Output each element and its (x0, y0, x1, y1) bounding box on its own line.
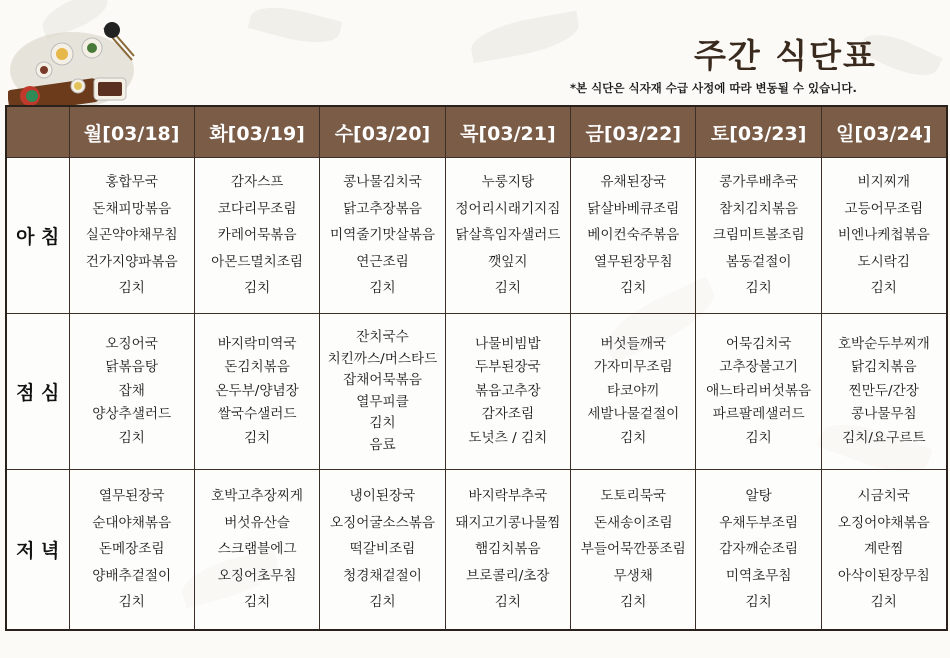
menu-item: 크림미트볼조림 (712, 227, 805, 244)
menu-cell (571, 314, 696, 470)
menu-item-list (696, 483, 820, 616)
menu-item: 김치 (745, 429, 772, 446)
meal-row-dinner (6, 470, 947, 630)
menu-item: 타코야끼 (606, 382, 660, 399)
menu-item: 참치김치볶음 (719, 200, 799, 217)
menu-cell (821, 158, 946, 314)
menu-item: 계란찜 (864, 541, 904, 557)
menu-item: 고등어무조림 (844, 200, 924, 217)
menu-item: 연근조림 (356, 253, 409, 270)
day-header-fri: 금[03/22] (571, 106, 696, 158)
menu-item: 호박순두부찌개 (837, 335, 930, 352)
menu-item: 떡갈비조림 (349, 541, 416, 557)
menu-item: 가자미무조림 (593, 359, 673, 376)
menu-item: 김치 (870, 594, 897, 610)
menu-item: 애느타리버섯볶음 (706, 382, 812, 399)
menu-item: 코다리무조림 (217, 200, 297, 217)
menu-item: 햄김치볶음 (475, 541, 541, 557)
menu-item: 아몬드멸치조림 (211, 253, 304, 270)
menu-cell (69, 470, 194, 630)
menu-item: 김치 (118, 594, 145, 610)
day-header-wed: 수[03/20] (320, 106, 445, 158)
menu-item-list (822, 169, 946, 302)
menu-item: 김치 (494, 594, 521, 610)
weekly-menu-table (5, 105, 948, 631)
menu-item: 볶음고추장 (475, 382, 541, 399)
menu-item-list (696, 333, 820, 451)
menu-item: 미역줄기맛살볶음 (329, 227, 435, 244)
menu-item: 잡채어묵볶음 (343, 372, 422, 388)
menu-item: 오징어초무침 (217, 567, 297, 584)
menu-item: 돈새송이조림 (593, 514, 673, 531)
day-header-row (6, 106, 947, 158)
menu-item: 김치 (620, 594, 647, 610)
supply-notice: *본 식단은 식자재 수급 사정에 따라 변동될 수 있습니다. (570, 81, 857, 95)
menu-item: 김치/요구르트 (842, 429, 926, 446)
menu-item: 카레어묵볶음 (217, 227, 297, 244)
menu-item: 돈메장조림 (98, 541, 165, 557)
korean-food-dishes-image (8, 20, 136, 112)
menu-item: 봄동겉절이 (725, 253, 792, 270)
meal-row-breakfast (6, 158, 947, 314)
menu-cell (445, 158, 570, 314)
menu-item: 고추장불고기 (719, 359, 799, 376)
menu-item-list (195, 333, 319, 451)
menu-item: 닭볶음탕 (105, 359, 158, 376)
corner-cell (6, 106, 69, 158)
menu-item: 김치 (620, 429, 647, 446)
menu-item-list (320, 169, 444, 302)
menu-cell (821, 314, 946, 470)
menu-cell (69, 158, 194, 314)
menu-item: 아삭이된장무침 (837, 567, 930, 584)
menu-item: 비지찌개 (857, 174, 911, 191)
menu-item: 돈채피망볶음 (92, 200, 172, 217)
menu-item: 김치 (745, 280, 772, 297)
menu-item: 감자스프 (230, 174, 284, 191)
menu-item: 김치 (369, 280, 396, 297)
menu-item: 유채된장국 (600, 174, 667, 191)
menu-item: 잔치국수 (356, 329, 409, 345)
menu-item: 냉이된장국 (349, 488, 416, 504)
meal-label-breakfast: 아 침 (6, 158, 69, 314)
menu-item-list (195, 483, 319, 616)
menu-cell (571, 470, 696, 630)
menu-item: 김치 (494, 280, 521, 297)
menu-item: 미역초무침 (725, 567, 792, 584)
menu-item: 열무피클 (356, 393, 409, 410)
menu-item: 베이컨숙주볶음 (587, 227, 680, 244)
menu-item: 돼지고기콩나물찜 (455, 514, 561, 531)
menu-item: 실곤약야채무침 (85, 227, 178, 244)
menu-item: 콩나물무침 (850, 406, 917, 423)
menu-item: 버섯들깨국 (600, 335, 667, 352)
menu-item-list (446, 169, 570, 302)
menu-item: 양배추겉절이 (92, 567, 172, 584)
menu-cell (320, 314, 445, 470)
menu-item: 호박고추장찌게 (211, 488, 304, 504)
menu-item: 누룽지탕 (481, 174, 535, 191)
menu-item: 닭살흑임자샐러드 (455, 227, 561, 244)
menu-item: 두부된장국 (475, 359, 541, 376)
menu-item-list (822, 483, 946, 616)
menu-item-list (320, 327, 444, 456)
menu-cell (194, 158, 319, 314)
menu-item: 김치 (870, 280, 897, 297)
menu-item: 콩가루배추국 (719, 174, 799, 191)
menu-item-list (822, 333, 946, 451)
menu-item: 어묵김치국 (725, 335, 792, 352)
menu-item: 열무된장무침 (593, 253, 673, 270)
menu-item: 나물비빔밥 (475, 335, 541, 352)
menu-item-list (571, 169, 695, 302)
menu-item: 닭김치볶음 (850, 359, 917, 376)
menu-cell (696, 314, 821, 470)
menu-item: 온두부/양념장 (215, 382, 299, 399)
menu-cell (821, 470, 946, 630)
menu-item-list (195, 169, 319, 302)
menu-item: 파르팔레샐러드 (712, 406, 805, 423)
menu-item: 청경채겉절이 (343, 567, 422, 584)
menu-cell (194, 470, 319, 630)
menu-item: 콩나물김치국 (343, 174, 422, 191)
menu-item: 감자깨순조림 (719, 541, 799, 557)
menu-item: 김치 (243, 429, 271, 446)
menu-item: 김치 (118, 429, 145, 446)
day-header-tue: 화[03/19] (194, 106, 319, 158)
menu-cell (320, 158, 445, 314)
menu-item: 도시락김 (857, 253, 911, 270)
menu-cell (571, 158, 696, 314)
menu-item: 감자조림 (481, 406, 535, 423)
menu-item: 스크램블에그 (217, 541, 297, 557)
menu-cell (194, 314, 319, 470)
menu-item: 알탕 (745, 488, 772, 504)
menu-item-list (70, 169, 194, 302)
menu-item: 쌀국수샐러드 (217, 406, 297, 423)
meal-label-lunch: 점 심 (6, 314, 69, 470)
menu-item: 바지락미역국 (217, 335, 297, 352)
menu-item: 김치 (118, 280, 145, 297)
page-title: 주간 식단표 (694, 36, 877, 75)
menu-item: 김치 (620, 280, 647, 297)
menu-cell (69, 314, 194, 470)
menu-item: 무생채 (613, 567, 653, 584)
meal-label-dinner: 저 녁 (6, 470, 69, 630)
menu-item-list (320, 483, 444, 616)
menu-item: 양상추샐러드 (92, 406, 172, 423)
menu-item: 닭살바베큐조림 (587, 200, 680, 217)
menu-item: 부들어묵깐풍조림 (580, 541, 686, 557)
menu-item: 치킨까스/머스타드 (327, 350, 438, 367)
menu-item: 브로콜리/초장 (466, 567, 550, 584)
menu-cell (445, 314, 570, 470)
menu-cell (696, 470, 821, 630)
menu-item-list (70, 483, 194, 616)
menu-item: 정어리시래기지짐 (455, 200, 561, 217)
menu-item-list (571, 483, 695, 616)
day-header-sat: 토[03/23] (696, 106, 821, 158)
menu-item: 돈김치볶음 (224, 359, 290, 376)
menu-item: 김치 (369, 415, 396, 431)
menu-item: 세발나물겉절이 (587, 406, 680, 423)
menu-item: 찐만두/간장 (848, 382, 919, 399)
day-header-sun: 일[03/24] (821, 106, 946, 158)
menu-item: 오징어국 (105, 335, 158, 352)
menu-item: 김치 (243, 594, 271, 610)
menu-item: 우채두부조림 (719, 514, 799, 531)
menu-item: 잡채 (118, 382, 145, 399)
menu-item: 순대야채볶음 (92, 514, 172, 531)
menu-item-list (571, 333, 695, 451)
menu-item: 건가지양파볶음 (85, 253, 178, 270)
menu-item: 김치 (243, 280, 271, 297)
menu-item: 열무된장국 (98, 488, 165, 504)
menu-item: 도토리묵국 (600, 488, 667, 504)
menu-item: 홍합무국 (105, 174, 158, 191)
menu-item-list (446, 333, 570, 451)
menu-item-list (446, 483, 570, 616)
menu-item: 오징어굴소스볶음 (329, 514, 435, 531)
menu-item: 김치 (369, 594, 396, 610)
menu-item: 닭고추장볶음 (343, 200, 422, 217)
day-header-thu: 목[03/21] (445, 106, 570, 158)
menu-item-list (70, 333, 194, 451)
menu-item: 깻잎지 (488, 253, 528, 270)
menu-item: 비엔나케첩볶음 (837, 227, 930, 244)
menu-item: 음료 (369, 436, 396, 453)
menu-cell (445, 470, 570, 630)
menu-cell (320, 470, 445, 630)
menu-item: 오징어야채볶음 (837, 514, 930, 531)
menu-item: 도넛츠 / 김치 (468, 429, 548, 446)
meal-row-lunch (6, 314, 947, 470)
menu-item: 김치 (745, 594, 772, 610)
menu-item: 바지락부추국 (468, 488, 548, 504)
menu-item: 버섯유산슬 (224, 514, 290, 531)
day-header-mon: 월[03/18] (69, 106, 194, 158)
menu-cell (696, 158, 821, 314)
menu-item-list (696, 169, 820, 302)
menu-item: 시금치국 (857, 488, 911, 504)
